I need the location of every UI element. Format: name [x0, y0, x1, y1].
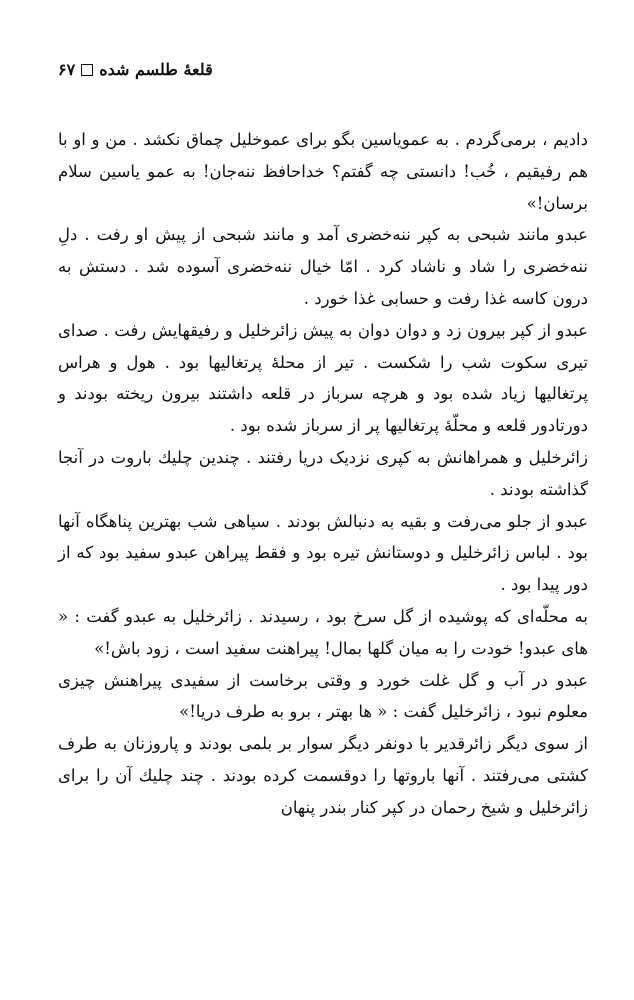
paragraph: دادیم ، برمی‌گردم . به عمویاسین بگو برای عموخلیل چماق نکشد . من و او با هم رفیقیم ، خُب! دانستی چه گفتم؟ خداحافظ ننه‌جان! به عمو یاسین سلام برسان!»	[58, 130, 588, 213]
paragraph: به محلّه‌ای که پوشیده از گل سرخ بود ، رسیدند . زائرخلیل به عبدو گفت : « های عبدو! خودت را به میان گلها بمال! پیراهنت سفید است ، زود باش!»	[58, 606, 588, 658]
chapter-title: قلعهٔ طلسم شده	[99, 60, 213, 79]
square-separator-icon	[81, 64, 93, 76]
running-header	[58, 58, 588, 102]
paragraph: عبدو مانند شبحی به کپر ننه‌خضری آمد و مانند شبحی از پیش او رفت . دلِ ننه‌خضری را شاد و ناشاد کرد . امّا خیال ننه‌خضری آسوده شد . دستش به درون کاسه غذا رفت و حسابی غذا خورد .	[58, 225, 588, 308]
paragraph: زائرخلیل و همراهانش به کپری نزدیک دریا رفتند . چندین چلیك باروت در آنجا گذاشته بودند .	[58, 447, 588, 499]
header-inner	[58, 58, 213, 82]
body-text	[58, 124, 588, 824]
page-number: ۶۷	[58, 60, 76, 79]
paragraph: عبدو در آب و گل غلت خورد و وقتی برخاست از سفیدی پیراهنش چیزی معلوم نبود ، زائرخلیل گفت : « ها بهتر ، برو به طرف دریا!»	[58, 670, 588, 722]
book-page	[58, 58, 588, 978]
paragraph: عبدو از جلو می‌رفت و بقیه به دنبالش بودند . سیاهی شب بهترین پناهگاه آنها بود . لباس زائرخلیل و دوستانش تیره بود و فقط پیراهن عبدو سفید بود که از دور پیدا بود .	[58, 511, 588, 595]
paragraph: از سوی دیگر زائرقدیر با دونفر دیگر سوار بر بلمی بودند و پاروزنان به طرف کشتی می‌رفتند . آنها باروتها را دوقسمت کرده بودند . چند چلیك آن را برای زائرخلیل و شیخ رحمان در کپر کنار بندر پنهان	[58, 734, 588, 817]
paragraph: عبدو از کپر بیرون زد و دوان دوان به پیش زائرخلیل و رفیقهایش رفت . صدای تیری سکوت شب را شکست . تیر از محلهٔ پرتغالیها بود . هول و هراس پرتغالیها زیاد شده بود و هرچه سرباز در قلعه داشتند بیرون ریخته بودند و دورتادور قلعه و محلّهٔ پرتغالیها پر از سرباز شده بود .	[58, 320, 588, 436]
